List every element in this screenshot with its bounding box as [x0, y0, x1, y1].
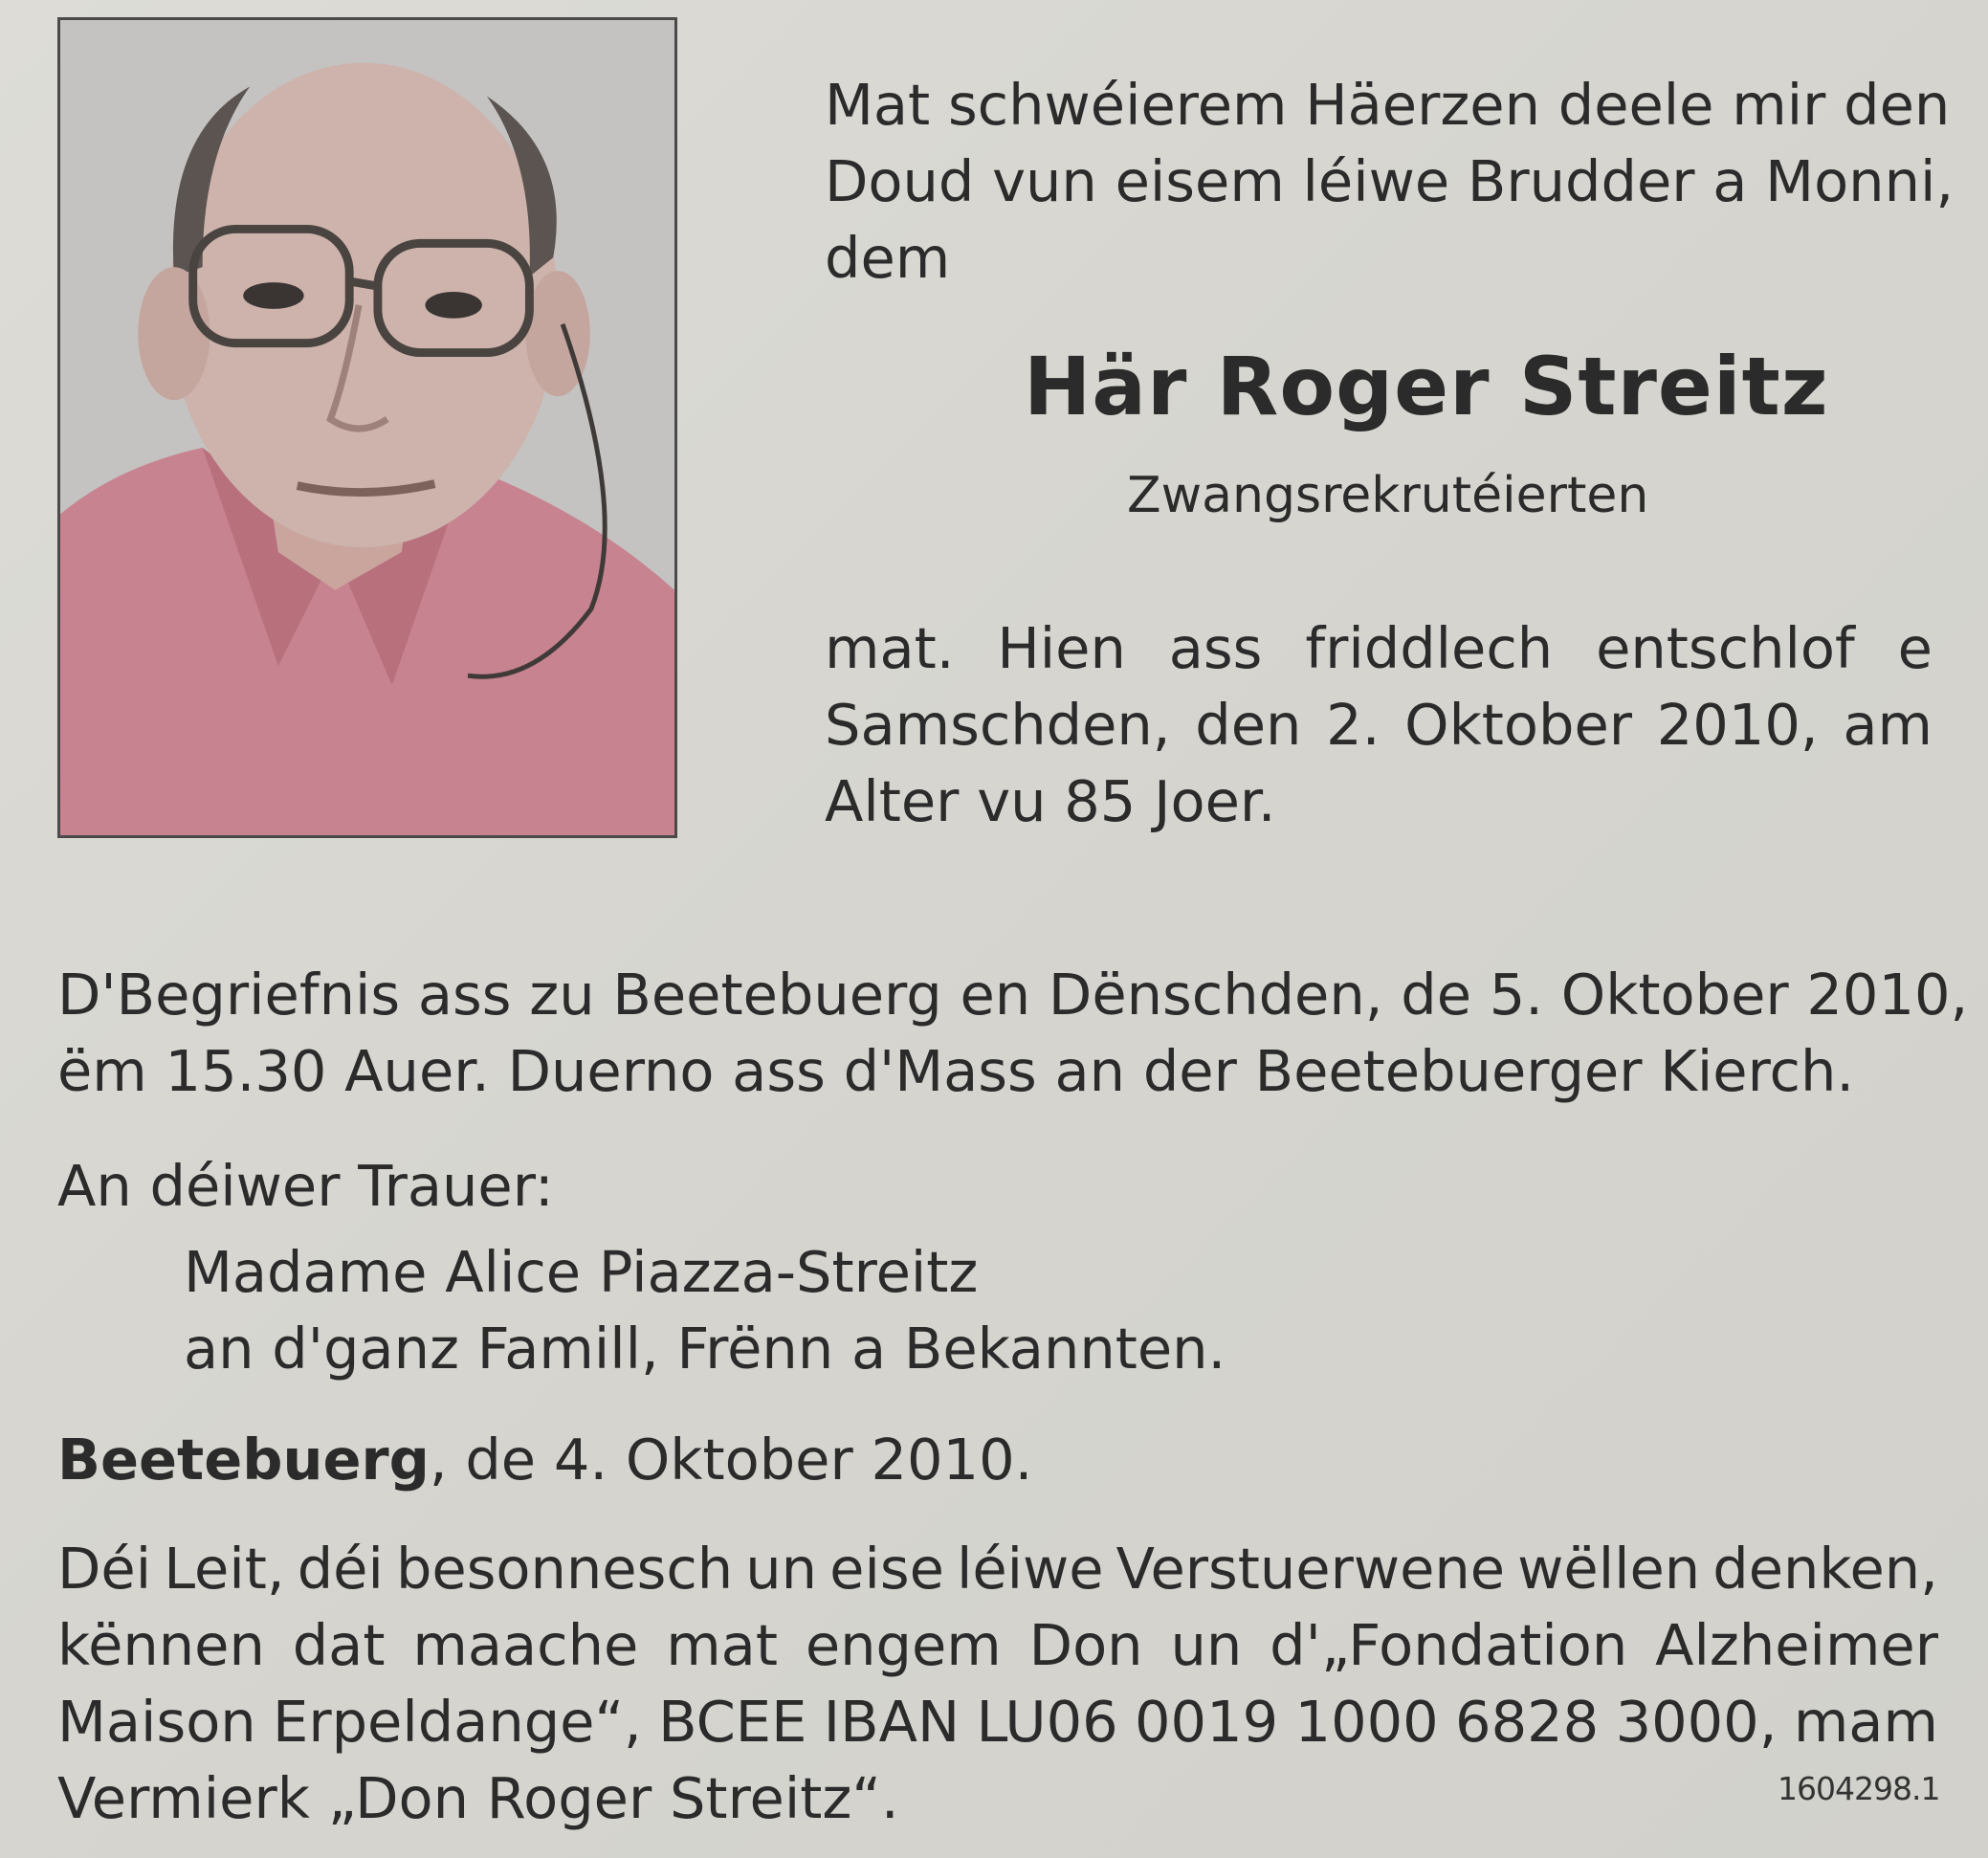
death-line: Alter vu 85 Joer.: [825, 768, 1276, 834]
word: mat: [666, 1612, 778, 1678]
word: engem: [805, 1612, 1002, 1678]
family-text: [184, 1234, 1226, 1387]
place-date: [57, 1422, 1032, 1498]
word: Erpeldange“,: [273, 1689, 642, 1755]
word: eise: [829, 1536, 944, 1602]
word: Leit,: [164, 1536, 285, 1602]
word: wëllen: [1517, 1536, 1701, 1602]
word: 2010,: [1656, 692, 1819, 758]
intro-line: dem: [825, 225, 951, 291]
word: un: [745, 1536, 818, 1602]
word: am: [1843, 692, 1933, 758]
mourners-heading: An déiwer Trauer:: [57, 1153, 554, 1219]
word: denken,: [1712, 1536, 1938, 1602]
reference-number: 1604298.1: [1778, 1770, 1940, 1807]
word: e: [1897, 615, 1933, 681]
word: IBAN: [823, 1689, 961, 1755]
word: 3000,: [1615, 1689, 1778, 1755]
word: LU06: [976, 1689, 1118, 1755]
place-date-text: , de 4. Oktober 2010.: [429, 1427, 1033, 1493]
word: 6828: [1455, 1689, 1600, 1755]
word: kënnen: [57, 1612, 265, 1678]
intro-text: [825, 67, 1955, 297]
portrait-illustration: [60, 20, 674, 835]
family-line: Madame Alice Piazza-Streitz: [184, 1239, 979, 1305]
word: ass: [1168, 615, 1263, 681]
donation-text: [57, 1531, 1938, 1837]
word: mam: [1793, 1689, 1938, 1755]
funeral-line: ëm 15.30 Auer. Duerno ass d'Mass an der Beetebuerger Kierch.: [57, 1038, 1855, 1104]
word: Verstuerwene: [1115, 1536, 1506, 1602]
word: entschlof: [1596, 615, 1855, 681]
deceased-name: Här Roger Streitz: [1024, 340, 1829, 433]
donation-line: [57, 1531, 1938, 1607]
death-line: [825, 687, 1933, 763]
word: 1000: [1294, 1689, 1439, 1755]
portrait-photo: [57, 17, 677, 838]
word: BCEE: [658, 1689, 807, 1755]
word: Alzheimer: [1655, 1612, 1938, 1678]
word: Déi: [57, 1536, 152, 1602]
funeral-text: [57, 957, 1969, 1110]
word: d'„Fondation: [1270, 1612, 1628, 1678]
word: léiwe: [956, 1536, 1104, 1602]
place-name: Beetebuerg: [57, 1427, 430, 1493]
death-line: [825, 610, 1933, 687]
word: dat: [292, 1612, 386, 1678]
word: Hien: [997, 615, 1126, 681]
word: maache: [412, 1612, 639, 1678]
funeral-line: D'Begriefnis ass zu Beetebuerg en Dënschden, de 5. Oktober 2010,: [57, 962, 1969, 1028]
word: un: [1170, 1612, 1243, 1678]
word: Don: [1028, 1612, 1143, 1678]
word: mat.: [825, 615, 955, 681]
intro-line: Doud vun eisem léiwe Brudder a Monni,: [825, 148, 1955, 214]
word: Oktober: [1404, 692, 1633, 758]
word: den: [1195, 692, 1302, 758]
word: 2.: [1326, 692, 1381, 758]
word: friddlech: [1305, 615, 1554, 681]
donation-line: [57, 1684, 1938, 1760]
intro-line: Mat schwéierem Häerzen deele mir den: [825, 72, 1951, 138]
word: 0019: [1135, 1689, 1279, 1755]
word: besonnesch: [395, 1536, 734, 1602]
word: Samschden,: [825, 692, 1171, 758]
word: Maison: [57, 1689, 256, 1755]
word: déi: [297, 1536, 384, 1602]
deceased-rank: Zwangsrekrutéierten: [1127, 467, 1649, 524]
donation-line: [57, 1607, 1938, 1684]
family-line: an d'ganz Famill, Frënn a Bekannten.: [184, 1316, 1226, 1382]
donation-line: Vermierk „Don Roger Streitz“.: [57, 1765, 899, 1831]
death-text: [825, 610, 1933, 840]
